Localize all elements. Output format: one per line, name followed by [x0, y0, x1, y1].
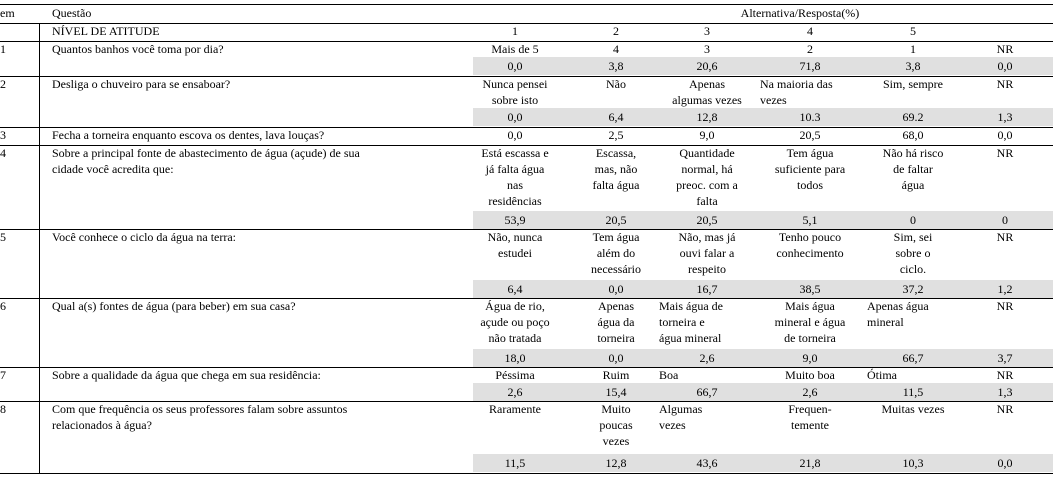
percent-value: 11,5 [902, 385, 924, 399]
option-label: Apenas água mineral [867, 299, 929, 329]
percent-value: 53,9 [504, 213, 526, 227]
option-label: NR [996, 402, 1014, 416]
level-number: 4 [807, 24, 813, 38]
percent-value: 20,5 [605, 213, 627, 227]
percent-value: 20,5 [696, 213, 718, 227]
option-label: Quantidade normal, há preoc. com a falta [676, 146, 738, 208]
option-label: Raramente [489, 402, 541, 416]
item-number: 8 [0, 402, 6, 416]
option-label: NR [996, 42, 1014, 56]
percent-value: 11,5 [504, 456, 526, 470]
percent-value: 18,0 [504, 351, 526, 365]
option-label: Sim, sempre [883, 77, 943, 91]
option-label: Água de rio, açude ou poço não tratada [480, 299, 550, 345]
item-number: 6 [0, 299, 6, 313]
option-label: Mais de 5 [491, 42, 539, 56]
column-divider [39, 23, 40, 473]
option-label: Algumas vezes [659, 402, 703, 432]
option-label: NR [996, 368, 1014, 382]
option-label: Não, mas já ouvi falar a respeito [678, 230, 736, 276]
percent-value: 15,4 [605, 385, 627, 399]
option-label: Muitas vezes [881, 402, 945, 416]
option-label: Apenas água da torneira [597, 299, 635, 345]
percent-value: 1,3 [997, 385, 1013, 399]
option-label: Boa [659, 368, 679, 382]
option-label: Mais água mineral e água de torneira [774, 299, 846, 345]
item-number: 7 [0, 368, 6, 382]
option-label: Sim, sei sobre o ciclo. [893, 230, 933, 276]
option-label: NR [996, 299, 1014, 313]
percent-value: 16,7 [696, 282, 718, 296]
option-label: NR [996, 146, 1014, 160]
option-label: 2 [807, 42, 813, 56]
percent-value: 12,8 [696, 110, 718, 124]
option-label: Péssima [495, 368, 535, 382]
option-label: 4 [613, 42, 619, 56]
question-text: Sobre a qualidade da água que chega em sua residência: [52, 368, 321, 382]
percent-value: 66,7 [696, 385, 718, 399]
option-label: Nunca pensei sobre isto [482, 77, 548, 107]
option-label: 3 [704, 42, 710, 56]
percent-value: 9,0 [802, 351, 818, 365]
question-text: Qual a(s) fontes de água (para beber) em sua casa? [52, 299, 296, 313]
option-label: NR [996, 77, 1014, 91]
item-number: 2 [0, 77, 6, 91]
percent-value: 2,6 [507, 385, 523, 399]
percent-value: 71,8 [799, 59, 821, 73]
percent-value: 2,5 [608, 128, 624, 142]
percent-value: 43,6 [696, 456, 718, 470]
option-label: Tem água além do necessário [591, 230, 641, 276]
level-number: 5 [910, 24, 916, 38]
percent-value: 3,8 [905, 59, 921, 73]
question-text: Com que frequência os seus professores falam sobre assuntos relacionados à água? [52, 402, 348, 432]
percent-value: 0,0 [608, 282, 624, 296]
question-text: Sobre a principal fonte de abastecimento de água (açude) de sua cidade você acredita que: [52, 146, 360, 176]
percent-value: 0 [910, 213, 916, 227]
item-number: 3 [0, 128, 6, 142]
percent-value: 9,0 [699, 128, 715, 142]
question-text: Você conhece o ciclo da água na terra: [52, 230, 237, 244]
percent-value: 21,8 [799, 456, 821, 470]
percent-value: 0,0 [997, 128, 1013, 142]
item-number: 4 [0, 146, 6, 160]
option-label: Tem água suficiente para todos [774, 146, 846, 192]
option-label: Tenho pouco conhecimento [776, 230, 844, 260]
percent-value: 0,0 [507, 110, 523, 124]
option-label: Muito boa [785, 368, 835, 382]
option-label: 1 [910, 42, 916, 56]
option-label: Frequen- temente [788, 402, 832, 432]
percent-value: 0,0 [997, 456, 1013, 470]
percent-value: 3,8 [608, 59, 624, 73]
option-label: Escassa, mas, não falta água [592, 146, 640, 192]
percent-value: 0,0 [608, 351, 624, 365]
answers-header: Alternativa/Resposta(%) [740, 6, 860, 20]
percent-value: 12,8 [605, 456, 627, 470]
option-label: Muito poucas vezes [599, 402, 633, 448]
item-header: em [0, 6, 15, 20]
percent-value: 1,2 [997, 282, 1013, 296]
level-number: 3 [704, 24, 710, 38]
option-label: Na maioria das vezes [760, 77, 833, 107]
level-number: 1 [512, 24, 518, 38]
item-number: 1 [0, 42, 6, 56]
option-label: Apenas algumas vezes [672, 77, 742, 107]
percent-value: 20,6 [696, 59, 718, 73]
option-label: Ótima [867, 368, 897, 382]
item-number: 5 [0, 230, 6, 244]
question-text: Quantos banhos você toma por dia? [52, 42, 224, 56]
percent-value: 37,2 [902, 282, 924, 296]
percent-value: 68,0 [902, 128, 924, 142]
bottom-rule [0, 473, 1053, 474]
percent-value: 6,4 [507, 282, 523, 296]
percent-value: 10.3 [799, 110, 821, 124]
percent-value: 20,5 [799, 128, 821, 142]
option-label: Não [606, 77, 626, 91]
percent-value: 0 [1002, 213, 1008, 227]
question-text: Desliga o chuveiro para se ensaboar? [52, 77, 231, 91]
percent-value: 5,1 [802, 213, 818, 227]
percent-value: 38,5 [799, 282, 821, 296]
option-label: NR [996, 230, 1014, 244]
percent-value: 0,0 [507, 128, 523, 142]
level-header: NÍVEL DE ATITUDE [52, 24, 160, 38]
option-label: Ruim [602, 368, 630, 382]
percent-value: 0,0 [507, 59, 523, 73]
percent-value: 3,7 [997, 351, 1013, 365]
option-label: Mais água de torneira e água mineral [659, 299, 723, 345]
percent-value: 1,3 [997, 110, 1013, 124]
question-header: Questão [52, 6, 92, 20]
option-label: Não há risco de faltar água [882, 146, 944, 192]
percent-value: 2,6 [802, 385, 818, 399]
question-text: Fecha a torneira enquanto escova os dentes, lava louças? [52, 128, 325, 142]
percent-value: 10,3 [902, 456, 924, 470]
option-label: Está escassa e já falta água nas residências [481, 146, 549, 208]
percent-value: 2,6 [699, 351, 715, 365]
option-label: Não, nunca estudei [487, 230, 543, 260]
level-number: 2 [613, 24, 619, 38]
percent-value: 66,7 [902, 351, 924, 365]
percent-value: 69.2 [902, 110, 924, 124]
percent-value: 6,4 [608, 110, 624, 124]
percent-value: 0,0 [997, 59, 1013, 73]
